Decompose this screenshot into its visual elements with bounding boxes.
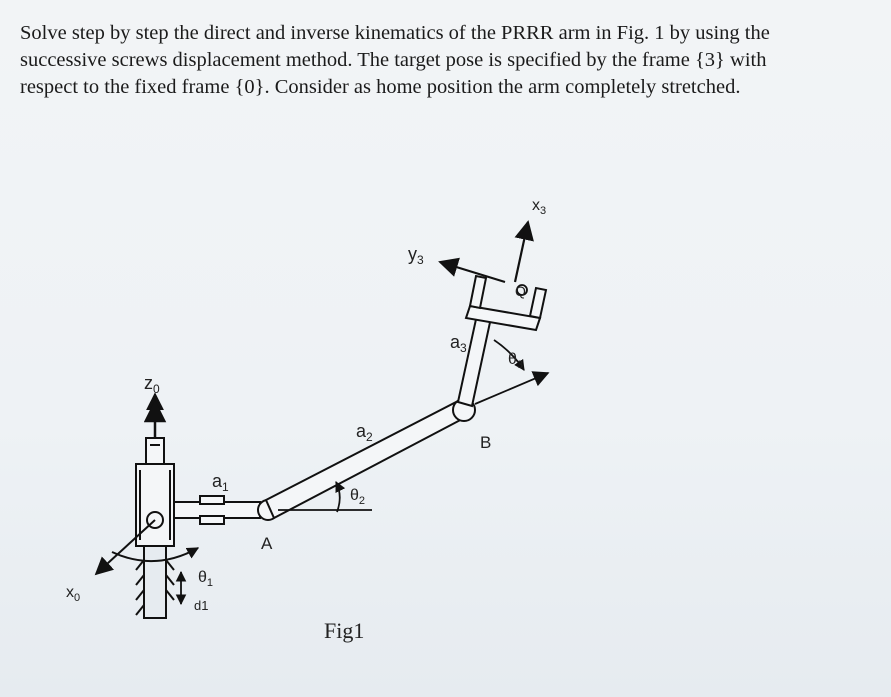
label-a3: $a_3$ [450, 332, 467, 355]
problem-line-1: Solve step by step the direct and inverse kinematics of the PRRR arm in Fig. 1 by using the [20, 22, 770, 44]
theta3-reference-line [475, 373, 548, 404]
label-theta2: $\theta_2$ [350, 487, 366, 507]
label-q: Q [515, 283, 526, 299]
label-x0: $x_0$ [66, 584, 81, 604]
y3-axis-arrow [440, 262, 505, 282]
label-z0: $z_0$ [144, 373, 160, 396]
label-theta1: $\theta_1$ [198, 569, 214, 589]
problem-line-3: respect to the fixed frame {0}. Consider as home position the arm completely stretched. [20, 76, 741, 98]
link-a3 [458, 310, 492, 406]
label-b: B [480, 433, 492, 452]
label-a: A [261, 534, 273, 553]
figure-caption: Fig1 [324, 618, 365, 643]
problem-line-2: successive screws displacement method. The target pose is specified by the frame {3} with [20, 49, 767, 71]
link-a2 [266, 400, 468, 518]
theta2-rotation-arc [336, 482, 340, 512]
link-a1 [174, 496, 260, 524]
label-y3: $y_3$ [408, 244, 424, 267]
label-d1: d1 [194, 598, 209, 613]
label-x3: $x_3$ [532, 197, 547, 217]
x3-axis-arrow [515, 222, 528, 282]
label-a1: $a_1$ [212, 471, 229, 494]
label-a2: $a_2$ [356, 421, 373, 444]
label-theta3: $\theta_3$ [508, 351, 524, 371]
